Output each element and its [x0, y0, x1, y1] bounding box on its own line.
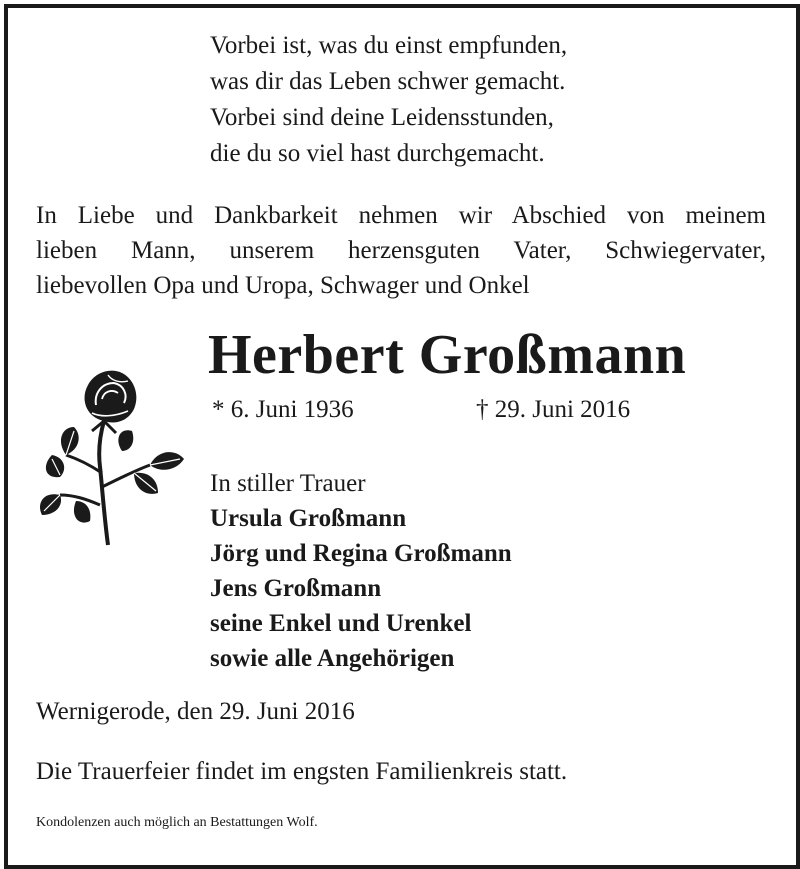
farewell-line: liebevollen Opa und Uropa, Schwager und Onkel	[36, 272, 530, 299]
farewell-line: lieben Mann, unserem herzensguten Vater, Schwiegervater,	[36, 237, 766, 264]
birth-date: * 6. Juni 1936	[212, 396, 354, 423]
poem-line: die du so viel hast durchgemacht.	[210, 140, 545, 167]
poem-line: was dir das Leben schwer gemacht.	[210, 68, 566, 95]
condolences-note: Kondolenzen auch möglich an Bestattungen Wolf.	[36, 815, 318, 830]
mourner-name: Jörg und Regina Großmann	[210, 540, 512, 567]
mourners	[210, 466, 512, 676]
deceased-name: Herbert Großmann	[208, 324, 687, 386]
poem-line: Vorbei ist, was du einst empfunden,	[210, 32, 568, 59]
rose-icon	[30, 355, 190, 550]
mourner-name: Jens Großmann	[210, 575, 382, 602]
farewell-text	[36, 198, 766, 303]
mourner-name: Ursula Großmann	[210, 505, 407, 532]
farewell-line: In Liebe und Dankbarkeit nehmen wir Abschied von meinem	[36, 202, 766, 229]
place-and-date: Wernigerode, den 29. Juni 2016	[36, 698, 355, 725]
poem-line: Vorbei sind deine Leidensstunden,	[210, 104, 554, 131]
mourners-heading: In stiller Trauer	[210, 470, 366, 497]
poem	[210, 28, 567, 172]
mourner-name: sowie alle Angehörigen	[210, 645, 455, 672]
ceremony-note: Die Trauerfeier findet im engsten Familienkreis statt.	[36, 758, 568, 785]
death-date: † 29. Juni 2016	[476, 396, 631, 423]
mourner-name: seine Enkel und Urenkel	[210, 610, 472, 637]
